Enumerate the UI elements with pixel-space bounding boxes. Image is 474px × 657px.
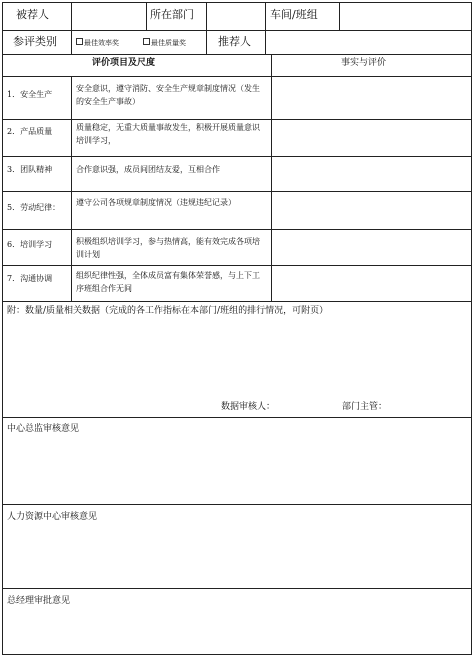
col-divider — [71, 76, 72, 301]
facts-field[interactable] — [272, 192, 470, 227]
recommender-label: 推荐人 — [218, 35, 251, 48]
col-header-criteria: 评价项目及尺度 — [92, 58, 156, 68]
gm-approval-field[interactable] — [5, 612, 469, 652]
nominee-label: 被荐人 — [16, 8, 49, 21]
hr-opinion-field[interactable] — [5, 528, 469, 586]
gm-approval-label: 总经理审批意见 — [7, 596, 71, 606]
recommender-field[interactable] — [265, 30, 471, 53]
criteria-desc: 组织纪律性强，全体成员富有集体荣誉感，与上下工序班组合作无间 — [76, 271, 260, 293]
col-header-facts: 事实与评价 — [341, 58, 387, 68]
data-reviewer-label: 数据审核人： — [221, 402, 276, 412]
category-option-efficiency[interactable]: 最佳效率奖 — [76, 38, 119, 47]
department-label: 所在部门 — [150, 8, 194, 21]
center-director-opinion-label: 中心总监审核意见 — [7, 424, 80, 434]
hr-opinion-label: 人力资源中心审核意见 — [7, 512, 98, 522]
criteria-item: 3．团队精神 — [7, 165, 53, 174]
attachment-field[interactable] — [5, 322, 469, 392]
criteria-item: 6．培训学习 — [7, 240, 53, 249]
criteria-item: 5．劳动纪律： — [7, 203, 61, 212]
row-divider — [3, 588, 471, 589]
col-divider — [146, 3, 147, 30]
criteria-desc: 合作意识强，成员间团结友爱，互相合作 — [76, 165, 220, 174]
criteria-desc: 积极组织培训学习，参与热情高，能有效完成各项培训计划 — [76, 237, 260, 259]
criteria-item: 7．沟通协调 — [7, 274, 53, 283]
facts-field[interactable] — [272, 230, 470, 263]
department-field[interactable] — [206, 3, 264, 29]
facts-field[interactable] — [272, 266, 470, 299]
category-label: 参评类别 — [13, 35, 57, 48]
criteria-desc: 遵守公司各项规章制度情况（违规违纪记录） — [76, 198, 236, 207]
facts-field[interactable] — [272, 157, 470, 189]
criteria-item: 1．安全生产 — [7, 90, 53, 99]
workshop-label: 车间/班组 — [270, 8, 318, 21]
category-option-quality[interactable]: 最佳质量奖 — [143, 38, 186, 47]
col-divider — [265, 3, 266, 30]
criteria-desc: 安全意识，遵守消防、安全生产规章制度情况（发生的安全生产事故） — [76, 84, 260, 106]
row-divider — [3, 504, 471, 505]
nominee-field[interactable] — [71, 3, 145, 29]
checkbox-icon[interactable] — [76, 38, 83, 45]
checkbox-icon[interactable] — [143, 38, 150, 45]
workshop-field[interactable] — [339, 3, 471, 29]
criteria-desc: 质量稳定，无重大质量事故发生，积极开展质量意识培训学习， — [76, 123, 260, 145]
row-divider — [3, 301, 471, 302]
facts-field[interactable] — [272, 120, 470, 154]
dept-head-label: 部门主管： — [342, 402, 388, 412]
row-divider — [3, 417, 471, 418]
facts-field[interactable] — [272, 77, 470, 117]
attachment-note: 附：数量/质量相关数据（完成的各工作指标在本部门/班组的排行情况，可附页） — [7, 306, 329, 316]
row-divider — [3, 54, 471, 55]
center-director-opinion-field[interactable] — [5, 440, 469, 502]
criteria-item: 2．产品质量 — [7, 127, 53, 136]
